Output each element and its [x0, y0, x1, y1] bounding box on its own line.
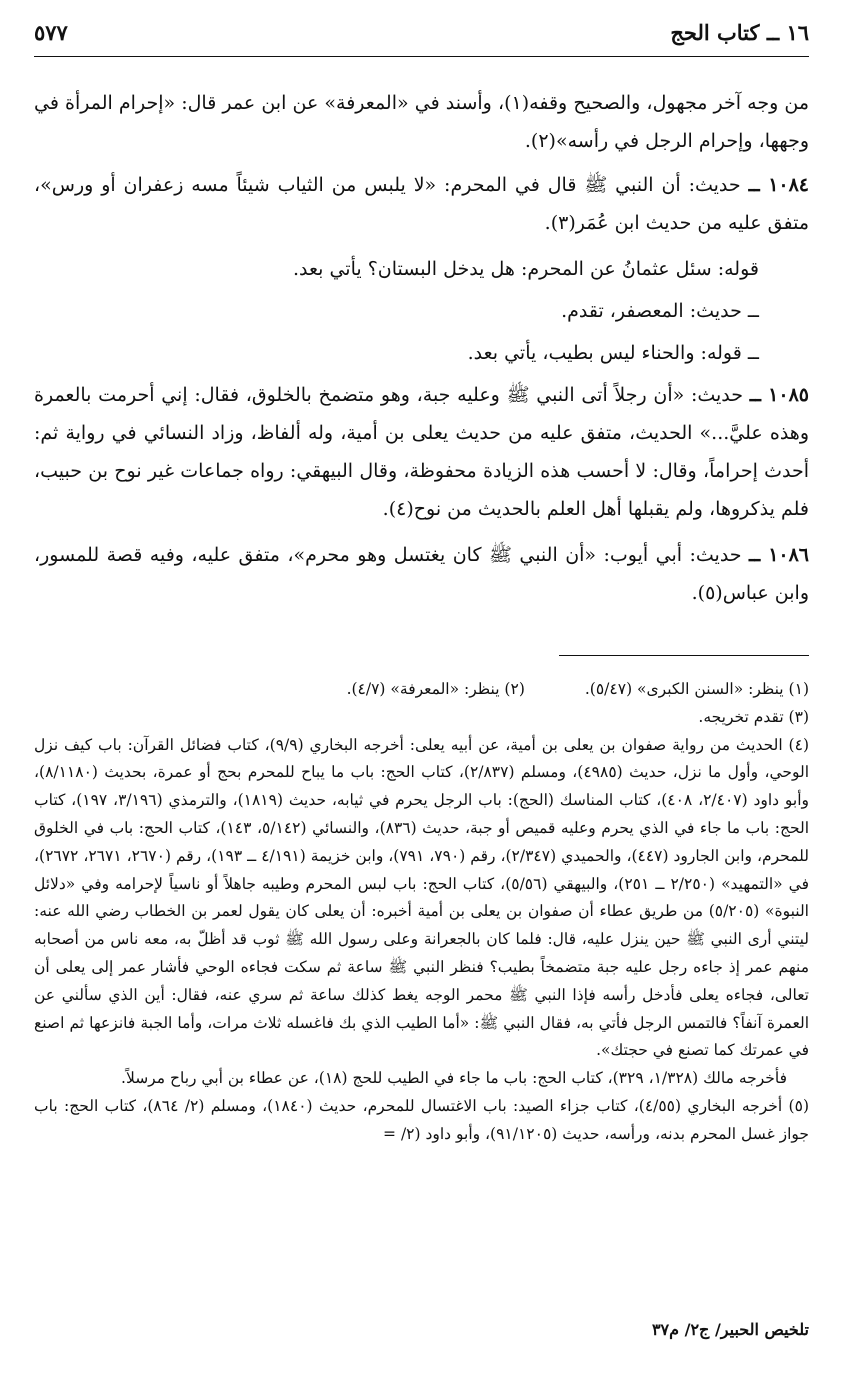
sub-entry-3: ــ قوله: والحناء ليس بطيب، يأتي بعد. — [467, 342, 759, 364]
main-text — [34, 84, 809, 620]
hadith-text: حديث: أن النبي ﷺ قال في المحرم: «لا يلبس من الثياب شيئاً مسه زعفران أو ورس»، متفق عليه من حديث ابن عُمَر(٣). — [34, 174, 809, 234]
hadith-1086 — [34, 536, 809, 612]
hadith-text: حديث: أبي أيوب: «أن النبي ﷺ كان يغتسل وهو محرم»، متفق عليه، وفيه قصة للمسور، وابن عباس(٥). — [34, 544, 809, 604]
hadith-number: ١٠٨٦ ــ — [749, 544, 810, 566]
chapter-title: ١٦ ــ كتاب الحج — [670, 20, 809, 45]
running-header — [34, 20, 809, 54]
footnote-4-continuation: فأخرجه مالك (١/٣٢٨، ٣٢٩)، كتاب الحج: باب ما جاء في الطيب للحج (١٨)، عن عطاء بن أبي رباح مرسلاً. — [121, 1069, 787, 1088]
hadith-number: ١٠٨٤ ــ — [748, 174, 810, 196]
sub-entry-1: قوله: سئل عثمانُ عن المحرم: هل يدخل البستان؟ يأتي بعد. — [292, 258, 759, 280]
footnote-2: (٢) ينظر: «المعرفة» (٤/٧). — [346, 680, 525, 698]
page-number: ٥٧٧ — [34, 20, 68, 45]
sub-entry-2: ــ حديث: المعصفر، تقدم. — [561, 300, 759, 322]
footnote-3: (٣) تقدم تخريجه. — [698, 707, 809, 726]
hadith-text: حديث: «أن رجلاً أتى النبي ﷺ وعليه جبة، وهو متضمخ بالخلوق، فقال: إني أحرمت بالعمرة وهذه عليَّ...» الحديث، متفق عليه من حديث يعلى بن أمية، وله ألفاظ، وزاد النسائي في رواية ثم: أحدث إحراماً، وقال: لا أحسب هذه الزيادة محفوظة، وقال البيهقي: رواه جماعات غير نوح بن حبيب، فلم يذكروها، ولم يقبلها أهل العلم بالحديث من نوح(٤). — [34, 384, 809, 520]
footnote-4: (٤) الحديث من رواية صفوان بن يعلى بن أمية، عن أبيه يعلى: أخرجه البخاري (٩/٩)، كتاب فضائل القرآن: باب كيف نزل الوحي، وأول ما نزل، حديث (٤٩٨٥)، ومسلم (٢/٨٣٧)، كتاب الحج: باب ما يباح للمحرم بحج أو عمرة، بحديث (٨/١١٨٠)، وأبو داود (٢/٤٠٧، ٤٠٨)، كتاب المناسك (الحج): باب الرجل يحرم في ثيابه، حديث (١٨١٩)، والترمذي (٣/١٩٦، ١٩٧)، كتاب الحج: باب ما جاء في الذي يحرم وعليه قميص أو جبة، حديث (٨٣٦)، والنسائي (٥/١٤٢، ١٤٣)، كتاب الحج: باب في الخلوق للمحرم، وابن الجارود (٤٤٧)، والحميدي (٢/٣٤٧)، رقم (٧٩٠، ٧٩١)، وابن خزيمة (٤/١٩١ ــ ١٩٣)، رقم (٢٦٧٠، ٢٦٧١، ٢٦٧٢)، في «التمهيد» (٢/٢٥٠ ــ ٢٥١)، والبيهقي (٥/٥٦)، كتاب الحج: باب لبس المحرم وطيبه جاهلاً أو ناسياً لإحرامه وفي «دلائل النبوة» (٥/٢٠٥) من طريق عطاء أن صفوان بن يعلى بن أمية أخبره: أن يعلى كان يقول لعمر بن الخطاب رضي الله عنه: ليتني أرى النبي ﷺ حين ينزل عليه، قال: فلما كان بالجعرانة وعلى رسول الله ﷺ ثوب قد أظلّ به، معه ناس من أصحابه منهم عمر إذ جاءه رجل عليه جبة متضمخاً بطيب؟ فنظر النبي ﷺ ساعة ثم سكت فجاءه الوحي فأشار عمر إلى يعلى أن تعالى، فجاءه يعلى فأدخل رأسه فإذا النبي ﷺ محمر الوجه يغط كذلك ساعة ثم سري عنه، فقال: أين الذي سألني عن العمرة آنفاً؟ فالتمس الرجل فأتي به، فقال النبي ﷺ: «أما الطيب الذي بك فاغسله ثلاث مرات، وأما الجبة فانزعها ثم اصنع في عمرتك كما تصنع في حجتك». — [34, 735, 810, 1060]
footnote-5: (٥) أخرجه البخاري (٤/٥٥)، كتاب جزاء الصيد: باب الاغتسال للمحرم، حديث (١٨٤٠)، ومسلم (٢/ ٨٦٤)، كتاب الحج: باب جواز غسل المحرم بدنه، ورأسه، حديث (٩١/١٢٠٥)، وأبو داود (٢/ = — [34, 1096, 809, 1143]
footnote-1: (١) ينظر: «السنن الكبرى» (٥/٤٧). — [584, 680, 809, 698]
printer-signature: تلخيص الحبير/ ج٢/ م٣٧ — [651, 1320, 809, 1339]
footnotes — [34, 676, 809, 1149]
intro-paragraph: من وجه آخر مجهول، والصحيح وقفه(١)، وأسند في «المعرفة» عن ابن عمر قال: «إحرام المرأة في وجهها، وإحرام الرجل في رأسه»(٢). — [34, 92, 809, 152]
footnote-row — [34, 676, 809, 704]
hadith-number: ١٠٨٥ ــ — [749, 384, 809, 406]
header-rule — [34, 56, 809, 57]
hadith-1085 — [34, 376, 809, 528]
hadith-1084 — [34, 166, 809, 242]
footnote-separator — [559, 655, 809, 656]
